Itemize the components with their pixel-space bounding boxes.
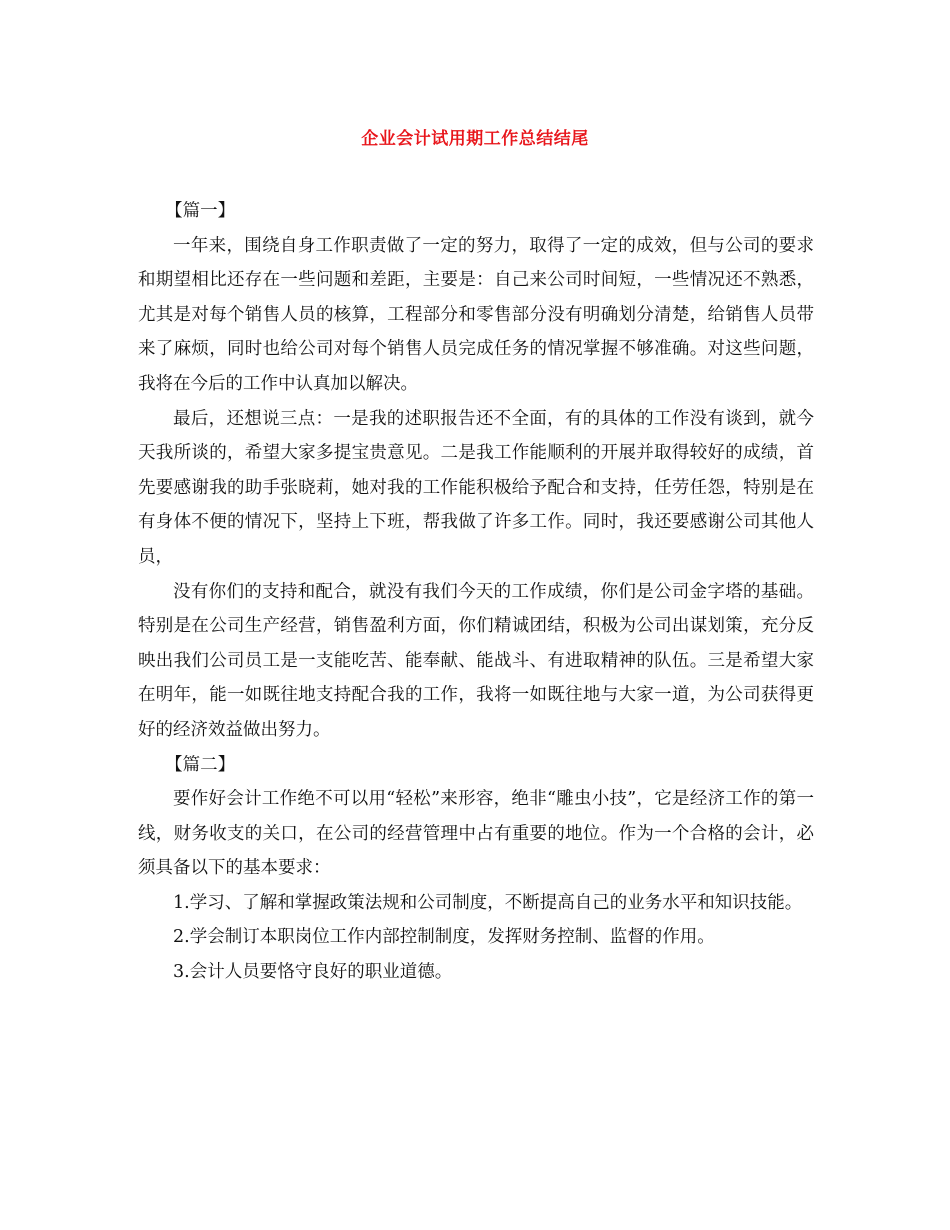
paragraph: 要作好会计工作绝不可以用“轻松”来形容，绝非“雕虫小技”，它是经济工作的第一线，财务收支的关口，在公司的经营管理中占有重要的地位。作为一个合格的会计，必须具备以下的基本要求：	[138, 789, 814, 879]
list-item: 2.学会制订本职岗位工作内部控制制度，发挥财务控制、监督的作用。	[173, 927, 715, 948]
paragraph: 一年来，围绕自身工作职责做了一定的努力，取得了一定的成效，但与公司的要求和期望相比还存在一些问题和差距，主要是：自己来公司时间短，一些情况还不熟悉，尤其是对每个销售人员的核算，工程部分和零售部分没有明确划分清楚，给销售人员带来了麻烦，同时也给公司对每个销售人员完成任务的情况掌握不够准确。对这些问题，我将在今后的工作中认真加以解决。	[138, 235, 814, 394]
document-title: 企业会计试用期工作总结结尾	[361, 129, 589, 149]
document-body	[138, 194, 814, 990]
paragraph: 没有你们的支持和配合，就没有我们今天的工作成绩，你们是公司金字塔的基础。特别是在公司生产经营，销售盈利方面，你们精诚团结，积极为公司出谋划策，充分反映出我们公司员工是一支能吃苦、能奉献、能战斗、有进取精神的队伍。三是希望大家在明年，能一如既往地支持配合我的工作，我将一如既往地与大家一道，为公司获得更好的经济效益做出努力。	[138, 581, 814, 740]
section-heading-2: 【篇二】	[165, 754, 236, 775]
list-item: 3.会计人员要恪守良好的职业道德。	[173, 962, 453, 983]
list-item: 1.学习、了解和掌握政策法规和公司制度，不断提高自己的业务水平和知识技能。	[173, 892, 803, 913]
section-heading-1: 【篇一】	[165, 201, 236, 221]
paragraph: 最后，还想说三点：一是我的述职报告还不全面，有的具体的工作没有谈到，就今天我所谈的，希望大家多提宝贵意见。二是我工作能顺利的开展并取得较好的成绩，首先要感谢我的助手张晓莉，她对我的工作能积极给予配合和支持，任劳任怨，特别是在有身体不便的情况下，坚持上下班，帮我做了许多工作。同时，我还要感谢公司其他人员，	[138, 408, 814, 567]
